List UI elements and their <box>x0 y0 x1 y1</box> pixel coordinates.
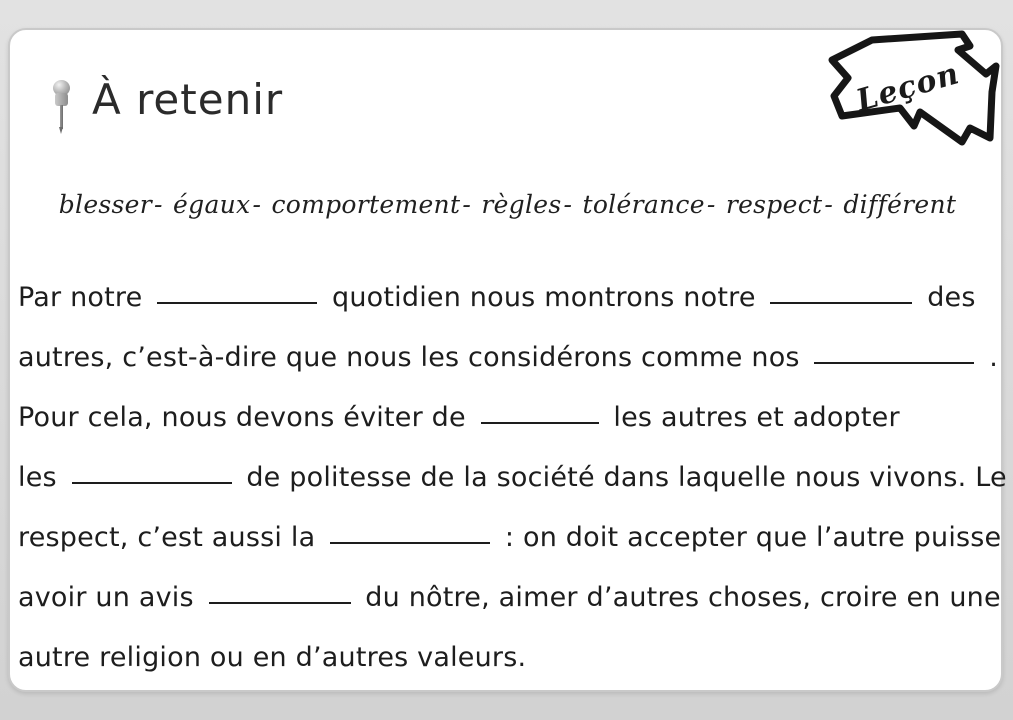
page-title: À retenir <box>92 75 284 124</box>
exercise-text: du nôtre, aimer d’autres choses, croire en une <box>356 582 1001 613</box>
exercise-text: Par notre <box>18 282 152 313</box>
word-bank-separator: - <box>252 190 262 219</box>
exercise-text: de politesse de la société dans laquelle nous vivons. Le <box>237 462 1007 493</box>
word-bank-item: blesser <box>58 190 153 219</box>
lesson-card <box>8 28 1007 692</box>
answer-blank[interactable] <box>330 522 490 544</box>
exercise-line <box>18 448 1007 508</box>
answer-blank[interactable] <box>72 462 232 484</box>
exercise-line <box>18 628 1003 688</box>
word-bank-separator: - <box>462 190 472 219</box>
exercise-text: respect, c’est aussi la <box>18 522 325 553</box>
exercise-text: les <box>18 462 66 493</box>
exercise-text: Pour cela, nous devons éviter de <box>18 402 475 433</box>
word-bank-separator: - <box>154 190 163 219</box>
lesson-badge-label: Leçon <box>852 56 964 119</box>
word-bank-separator: - <box>563 190 573 219</box>
word-bank-item: différent <box>843 190 957 219</box>
exercise-line <box>18 268 1003 328</box>
exercise-body <box>18 268 1007 688</box>
exercise-text: quotidien nous montrons notre <box>323 282 765 313</box>
answer-blank[interactable] <box>157 282 317 304</box>
word-bank-separator: - <box>824 190 834 219</box>
exercise-text: autre religion ou en d’autres valeurs. <box>18 642 527 673</box>
exercise-line <box>18 508 1003 568</box>
exercise-line <box>18 568 1003 628</box>
lesson-arrow-badge <box>810 30 1000 165</box>
pushpin-icon <box>48 80 76 132</box>
answer-blank[interactable] <box>814 342 974 364</box>
word-bank-item: égaux <box>173 190 251 219</box>
exercise-text: . <box>980 342 999 373</box>
answer-blank[interactable] <box>209 582 351 604</box>
word-bank-separator: - <box>706 190 716 219</box>
word-bank-item: règles <box>481 190 562 219</box>
exercise-line <box>18 388 1003 448</box>
word-bank-item: comportement <box>271 190 461 219</box>
word-bank-item: respect <box>725 190 823 219</box>
word-bank <box>10 190 1005 219</box>
exercise-text: les autres et adopter <box>604 402 900 433</box>
exercise-text: des <box>918 282 976 313</box>
exercise-text: avoir un avis <box>18 582 203 613</box>
answer-blank[interactable] <box>481 402 599 424</box>
exercise-text: autres, c’est-à-dire que nous les considérons comme nos <box>18 342 809 373</box>
exercise-text: : on doit accepter que l’autre puisse <box>496 522 1002 553</box>
word-bank-item: tolérance <box>582 190 705 219</box>
answer-blank[interactable] <box>770 282 912 304</box>
exercise-line <box>18 328 1003 388</box>
pushpin-needle <box>60 105 63 129</box>
